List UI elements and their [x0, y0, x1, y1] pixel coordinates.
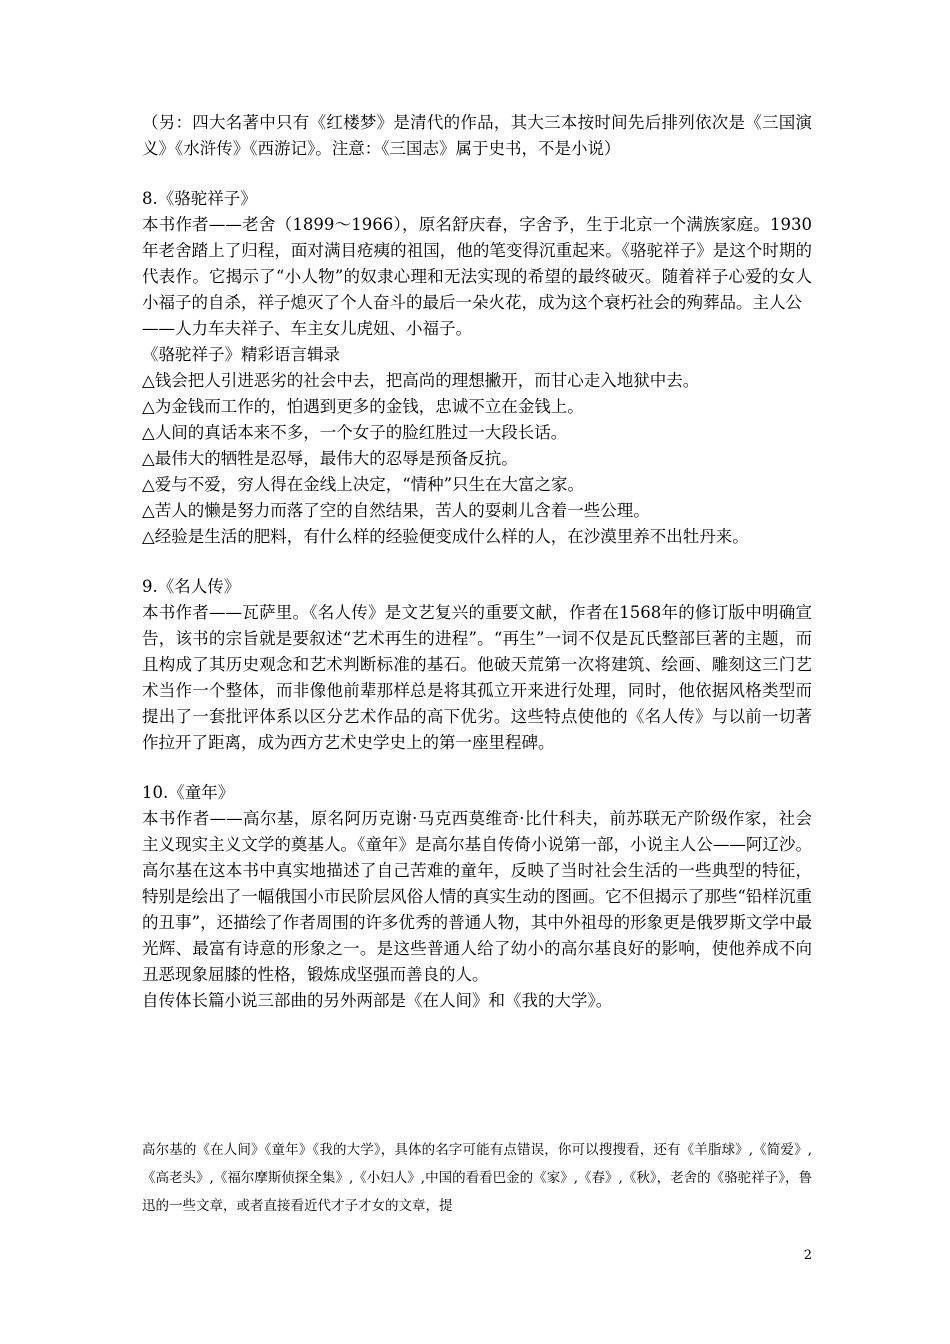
footer-note [142, 1136, 812, 1220]
section-10-trilogy: 自传体长篇小说三部曲的另外两部是《在人间》和《我的大学》。 [142, 991, 613, 1010]
section-10-heading: 10.《童年》 [142, 783, 235, 802]
section-10-paragraph: 本书作者——高尔基，原名阿历克谢·马克西莫维奇·比什科夫，前苏联无产阶级作家，社会主义现实主义文学的奠基人。《童年》是高尔基自传倚小说第一部，小说主人公——阿辽沙。高尔基在这本书中真实地描述了自己苦难的童年，反映了当时社会生活的一些典型的特征，特别是绘出了一幅俄国小市民阶层风俗人情的真实生动的图画。它不但揭示了那些“铅样沉重的丑事”，还描绘了作者周围的许多优秀的普通人物，其中外祖母的形象更是俄罗斯文学中最光辉、最富有诗意的形象之一。是这些普通人给了幼小的高尔基良好的影响，使他养成不向丑恶现象屈膝的性格，锻炼成坚强而善良的人。 [142, 809, 812, 984]
quote-item: △经验是生活的肥料，有什么样的经验便变成什么样的人，在沙漠里养不出牡丹来。 [142, 527, 749, 546]
quote-item: △苦人的懒是努力而落了空的自然结果，苦人的耍刺儿含着一些公理。 [142, 501, 650, 520]
section-8-characters: ——人力车夫祥子、车主女儿虎妞、小福子。 [142, 319, 472, 338]
section-spacer [142, 550, 812, 574]
footer-note-text: 高尔基的《在人间》《童年》《我的大学》，具体的名字可能有点错误，你可以搜搜看，还有《羊脂球》,《简爱》,《高老头》,《福尔摩斯侦探全集》,《小妇人》,中国的看看巴金的《家》,《春》,《秋》，老舍的《骆驼祥子》，鲁迅的一些文章，或者直接看近代才子才女的文章，提 [142, 1142, 812, 1214]
section-8-heading: 8.《骆驼祥子》 [142, 189, 257, 208]
section-8-paragraph: 本书作者——老舍（1899～1966），原名舒庆春，字舍予，生于北京一个满族家庭。1930年老舍踏上了归程，面对满目疮痍的祖国，他的笔变得沉重起来。《骆驼祥子》是这个时期的代表作。它揭示了“小人物”的奴隶心理和无法实现的希望的最终破灭。随着祥子心爱的女人小福子的自杀，祥子熄灭了个人奋斗的最后一朵火花，成为这个衰朽社会的殉葬品。主人公 [142, 215, 812, 312]
section-spacer [142, 162, 812, 186]
intro-note: （另：四大名著中只有《红楼梦》是清代的作品，其大三本按时间先后排列依次是《三国演义》《水浒传》《西游记》。注意：《三国志》属于史书，不是小说） [142, 113, 812, 158]
quote-item: △钱会把人引进恶劣的社会中去，把高尚的理想撇开，而甘心走入地狱中去。 [142, 371, 700, 390]
section-9-paragraph: 本书作者——瓦萨里。《名人传》是文艺复兴的重要文献，作者在1568年的修订版中明确宣告，该书的宗旨就是要叙述“艺术再生的进程”。“再生”一词不仅是瓦氏整部巨著的主题，而且构成了其历史观念和艺术判断标准的基石。他破天荒第一次将建筑、绘画、雕刻这三门艺术当作一个整体，而非像他前辈那样总是将其孤立开来进行处理，同时，他依据风格类型而提出了一套批评体系以区分艺术作品的高下优劣。这些特点使他的《名人传》与以前一切著作拉开了距离，成为西方艺术史学史上的第一座里程碑。 [142, 603, 812, 752]
section-spacer [142, 756, 812, 780]
section-9-heading: 9.《名人传》 [142, 577, 241, 596]
quote-item: △最伟大的牺牲是忍辱，最伟大的忍辱是预备反抗。 [142, 449, 518, 468]
section-8-quotes-title: 《骆驼祥子》精彩语言辑录 [142, 345, 340, 364]
main-content [142, 110, 812, 1014]
page-number: 2 [803, 1248, 812, 1263]
quote-item: △人间的真话本来不多，一个女子的脸红胜过一大段长话。 [142, 423, 568, 442]
quote-item: △为金钱而工作的，怕遇到更多的金钱，忠诚不立在金钱上。 [142, 397, 584, 416]
quote-item: △爱与不爱，穷人得在金线上决定，“情种”只生在大富之家。 [142, 475, 585, 494]
